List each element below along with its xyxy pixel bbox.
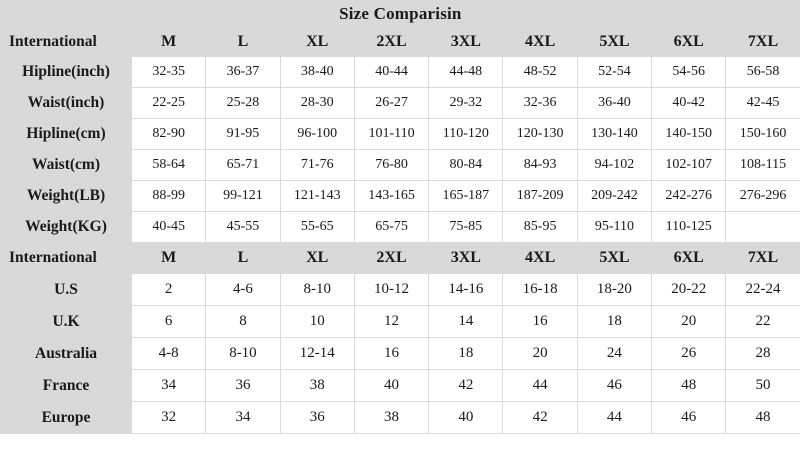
row-value: 22-25 xyxy=(132,88,206,119)
row-value: 16-18 xyxy=(503,274,577,306)
row-value: 121-143 xyxy=(280,181,354,212)
row-value: 82-90 xyxy=(132,119,206,150)
row-value: 42 xyxy=(429,370,503,402)
row-value: 34 xyxy=(206,402,280,434)
row-value: 28-30 xyxy=(280,88,354,119)
row-value: 44-48 xyxy=(429,57,503,88)
header-size: M xyxy=(132,243,206,274)
row-value: 95-110 xyxy=(577,212,651,243)
table-row xyxy=(1,57,800,88)
table-row xyxy=(1,88,800,119)
row-value: 55-65 xyxy=(280,212,354,243)
row-value: 44 xyxy=(503,370,577,402)
row-value: 40 xyxy=(354,370,428,402)
row-value: 99-121 xyxy=(206,181,280,212)
row-label: Hipline(cm) xyxy=(1,119,132,150)
row-value: 187-209 xyxy=(503,181,577,212)
row-label: Weight(KG) xyxy=(1,212,132,243)
section-header-row xyxy=(1,243,800,274)
table-row xyxy=(1,306,800,338)
row-value: 40-42 xyxy=(652,88,726,119)
row-value: 18-20 xyxy=(577,274,651,306)
row-value: 209-242 xyxy=(577,181,651,212)
row-value: 29-32 xyxy=(429,88,503,119)
row-value: 71-76 xyxy=(280,150,354,181)
row-label: Australia xyxy=(1,338,132,370)
row-value: 94-102 xyxy=(577,150,651,181)
header-size: 4XL xyxy=(503,243,577,274)
row-value: 242-276 xyxy=(652,181,726,212)
header-size: M xyxy=(132,28,206,57)
row-value: 36 xyxy=(206,370,280,402)
row-value: 46 xyxy=(577,370,651,402)
row-value: 165-187 xyxy=(429,181,503,212)
row-value: 46 xyxy=(652,402,726,434)
row-value: 2 xyxy=(132,274,206,306)
row-label: Hipline(inch) xyxy=(1,57,132,88)
table-row xyxy=(1,402,800,434)
row-value: 32 xyxy=(132,402,206,434)
row-value: 36-37 xyxy=(206,57,280,88)
row-value: 50 xyxy=(726,370,800,402)
row-value: 140-150 xyxy=(652,119,726,150)
header-size: L xyxy=(206,243,280,274)
table-row xyxy=(1,119,800,150)
header-size: 3XL xyxy=(429,28,503,57)
row-label: Waist(cm) xyxy=(1,150,132,181)
row-value: 48 xyxy=(652,370,726,402)
row-value: 28 xyxy=(726,338,800,370)
page-title: Size Comparisin xyxy=(1,1,800,28)
row-label: Europe xyxy=(1,402,132,434)
row-value: 18 xyxy=(429,338,503,370)
row-value: 38-40 xyxy=(280,57,354,88)
row-value: 91-95 xyxy=(206,119,280,150)
row-value: 20 xyxy=(503,338,577,370)
row-value: 108-115 xyxy=(726,150,800,181)
row-value: 16 xyxy=(503,306,577,338)
row-value: 88-99 xyxy=(132,181,206,212)
row-value: 120-130 xyxy=(503,119,577,150)
header-label: International xyxy=(1,28,132,57)
row-value: 40-45 xyxy=(132,212,206,243)
header-size: XL xyxy=(280,243,354,274)
row-value: 12 xyxy=(354,306,428,338)
row-value: 85-95 xyxy=(503,212,577,243)
row-label: France xyxy=(1,370,132,402)
row-value: 32-35 xyxy=(132,57,206,88)
row-value: 48-52 xyxy=(503,57,577,88)
row-label: Waist(inch) xyxy=(1,88,132,119)
row-value: 22 xyxy=(726,306,800,338)
header-size: XL xyxy=(280,28,354,57)
row-value: 56-58 xyxy=(726,57,800,88)
row-value: 48 xyxy=(726,402,800,434)
row-value: 6 xyxy=(132,306,206,338)
row-value: 36 xyxy=(280,402,354,434)
row-value: 84-93 xyxy=(503,150,577,181)
header-size: 6XL xyxy=(652,28,726,57)
table-body xyxy=(1,1,800,434)
row-value: 4-6 xyxy=(206,274,280,306)
row-label: U.S xyxy=(1,274,132,306)
row-value: 130-140 xyxy=(577,119,651,150)
row-value: 150-160 xyxy=(726,119,800,150)
row-value: 12-14 xyxy=(280,338,354,370)
table-row xyxy=(1,150,800,181)
row-value: 26 xyxy=(652,338,726,370)
row-value: 20-22 xyxy=(652,274,726,306)
header-size: L xyxy=(206,28,280,57)
row-value xyxy=(726,212,800,243)
row-value: 58-64 xyxy=(132,150,206,181)
row-value: 276-296 xyxy=(726,181,800,212)
table-row xyxy=(1,181,800,212)
row-value: 25-28 xyxy=(206,88,280,119)
row-value: 44 xyxy=(577,402,651,434)
table-row xyxy=(1,338,800,370)
row-value: 42 xyxy=(503,402,577,434)
header-size: 2XL xyxy=(354,28,428,57)
row-value: 40 xyxy=(429,402,503,434)
header-size: 3XL xyxy=(429,243,503,274)
row-value: 52-54 xyxy=(577,57,651,88)
row-label: Weight(LB) xyxy=(1,181,132,212)
row-value: 8-10 xyxy=(280,274,354,306)
row-value: 18 xyxy=(577,306,651,338)
row-value: 10 xyxy=(280,306,354,338)
row-value: 8 xyxy=(206,306,280,338)
row-value: 110-120 xyxy=(429,119,503,150)
header-size: 5XL xyxy=(577,243,651,274)
row-value: 34 xyxy=(132,370,206,402)
header-size: 6XL xyxy=(652,243,726,274)
section-header-row xyxy=(1,28,800,57)
row-value: 32-36 xyxy=(503,88,577,119)
row-value: 4-8 xyxy=(132,338,206,370)
row-value: 36-40 xyxy=(577,88,651,119)
header-size: 2XL xyxy=(354,243,428,274)
row-value: 96-100 xyxy=(280,119,354,150)
header-size: 7XL xyxy=(726,28,800,57)
header-size: 4XL xyxy=(503,28,577,57)
row-value: 80-84 xyxy=(429,150,503,181)
row-value: 22-24 xyxy=(726,274,800,306)
row-value: 38 xyxy=(354,402,428,434)
row-value: 102-107 xyxy=(652,150,726,181)
header-label: International xyxy=(1,243,132,274)
row-label: U.K xyxy=(1,306,132,338)
row-value: 65-71 xyxy=(206,150,280,181)
row-value: 26-27 xyxy=(354,88,428,119)
header-size: 7XL xyxy=(726,243,800,274)
row-value: 38 xyxy=(280,370,354,402)
row-value: 101-110 xyxy=(354,119,428,150)
header-size: 5XL xyxy=(577,28,651,57)
row-value: 16 xyxy=(354,338,428,370)
row-value: 14 xyxy=(429,306,503,338)
table-row xyxy=(1,274,800,306)
row-value: 54-56 xyxy=(652,57,726,88)
table-row xyxy=(1,370,800,402)
table-title-row xyxy=(1,1,800,28)
row-value: 110-125 xyxy=(652,212,726,243)
row-value: 14-16 xyxy=(429,274,503,306)
row-value: 40-44 xyxy=(354,57,428,88)
row-value: 76-80 xyxy=(354,150,428,181)
row-value: 65-75 xyxy=(354,212,428,243)
row-value: 45-55 xyxy=(206,212,280,243)
row-value: 75-85 xyxy=(429,212,503,243)
row-value: 42-45 xyxy=(726,88,800,119)
table-row xyxy=(1,212,800,243)
row-value: 8-10 xyxy=(206,338,280,370)
row-value: 143-165 xyxy=(354,181,428,212)
row-value: 10-12 xyxy=(354,274,428,306)
row-value: 20 xyxy=(652,306,726,338)
row-value: 24 xyxy=(577,338,651,370)
